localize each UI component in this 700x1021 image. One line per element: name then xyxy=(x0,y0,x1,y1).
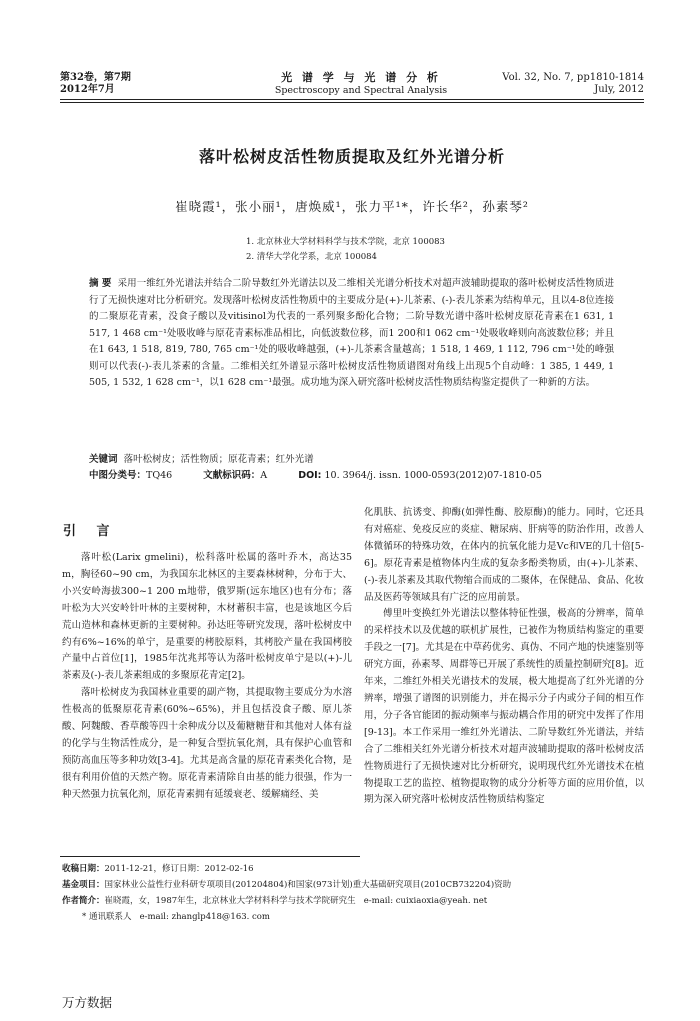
paragraph: 落叶松树皮为我国林业重要的副产物，其提取物主要成分为水溶性极高的低聚原花青素(60%~65%)，并且包括没食子酸、原儿茶酸、阿魏酸、香草酸等四十余种成分以及葡糖糖苷和其他对人体有益的化学与生物活性成分，是一种复合型抗氧化剂，具有保护心血管和预防高血压等多种功效[3-4]。尤其是高含量的原花青素类化合物，是很有利用价值的天然产物。原花青素清除自由基的能力很强，作为一种天然强力抗氧化剂，原花青素拥有延缓衰老、缓解痛经、美 xyxy=(62,687,352,800)
journal-name-en: Spectroscopy and Spectral Analysis xyxy=(274,85,448,96)
received-dates: 2011-12-21，修订日期：2012-02-16 xyxy=(104,864,254,874)
journal-name-cn: 光 谱 学 与 光 谱 分 析 xyxy=(281,71,441,84)
doi-label: DOI: xyxy=(298,470,322,481)
clc-value: TQ46 xyxy=(146,470,173,481)
doc-code-label: 文献标识码： xyxy=(203,470,261,481)
header-rule-thin xyxy=(60,102,644,103)
volume-info xyxy=(60,72,131,96)
section-heading-introduction: 引 言 xyxy=(63,524,118,539)
journal-name xyxy=(236,71,486,97)
author-bio-label: 作者简介： xyxy=(62,896,105,906)
author-bio: 崔晓霞，女，1987年生，北京林业大学材料科学与技术学院研究生 xyxy=(104,896,356,906)
database-watermark: 万方数据 xyxy=(62,995,113,1010)
corresponding-author: * 通讯联系人 xyxy=(82,912,132,922)
abstract xyxy=(89,276,614,392)
keywords-text: 落叶松树皮；活性物质；原花青素；红外光谱 xyxy=(123,454,314,465)
abstract-label: 摘 要 xyxy=(89,278,112,289)
author-list: 崔晓霞¹，张小丽¹，唐焕威¹，张力平¹*，许长华²，孙素琴² xyxy=(175,199,529,214)
fund-label: 基金项目： xyxy=(62,880,105,890)
paper-title: 落叶松树皮活性物质提取及红外光谱分析 xyxy=(198,147,505,166)
keywords-block xyxy=(89,452,614,484)
doc-code-value: A xyxy=(260,470,268,481)
fund-text: 国家林业公益性行业科研专项项目(201204804)和国家(973计划)重大基础研究项目(2010CB732204)资助 xyxy=(104,880,512,890)
footnote-rule xyxy=(60,856,360,857)
footnotes xyxy=(62,861,644,925)
paragraph: 落叶松(Larix gmelini)，松科落叶松属的落叶乔木，高达35 m，胸径60~90 cm，为我国东北林区的主要森林树种，分布于大、小兴安岭海拔300~1 200 m地带，俄罗斯(远东地区)也有分布；落叶松为大兴安岭针叶林的主要树种，木材蓄积丰富，也是该地区今后荒山造林和森林更新的主要树种。孙达旺等研究发现，落叶松树皮中约有6%~16%的单宁，是重要的栲胶原料，其栲胶产量在我国栲胶产量中占首位[1]，1985年沈兆邦等认为落叶松树皮单宁是以(+)-儿茶素及(-)-表儿茶素组成的多聚原花青定[2]。 xyxy=(62,552,352,682)
left-column xyxy=(62,550,352,804)
volume-issue: 第32卷，第7期 xyxy=(60,72,131,83)
clc-label: 中图分类号： xyxy=(89,470,147,481)
received-label: 收稿日期： xyxy=(62,864,105,874)
citation-info xyxy=(502,72,644,96)
author-email: e-mail: cuixiaoxia@yeah. net xyxy=(363,896,488,906)
affiliation-2: 2. 清华大学化学系，北京 100084 xyxy=(246,252,377,262)
affiliation-1: 1. 北京林业大学材料科学与技术学院，北京 100083 xyxy=(246,237,445,247)
keywords-label: 关键词 xyxy=(89,454,118,465)
right-column xyxy=(364,505,644,809)
abstract-text: 采用一维红外光谱法并结合二阶导数红外光谱法以及二维相关光谱分析技术对超声波辅助提取的落叶松树皮活性物质进行了无损快速对比分析研究。发现落叶松树皮活性物质中的主要成分是(+)-儿茶素、(-)-表儿茶素为结构单元，且以4-8位连接的二聚原花青素，没食子酸以及vitisinol为代表的一系列聚多酚化合物；二阶导数光谱中落叶松树皮原花青素在1 631, 1 517, 1 468 cm⁻¹处吸收峰与原花青素标准品相比，向低波数位移，而1 200和1 062 cm⁻¹处吸收峰则向高波数位移；并且在1 643, 1 518, 819, 780, 765 cm⁻¹处的吸收峰越强，(+)-儿茶素含量越高；1 518, 1 469, 1 112, 796 cm⁻¹处的峰强则可以代表(-)-表儿茶素的含量。二维相关红外谱显示落叶松树皮活性物质谱图对角线上出现5个自动峰：1 385, 1 449, 1 505, 1 532, 1 628 cm⁻¹，以1 628 cm⁻¹最强。成功地为深入研究落叶松树皮活性物质结构鉴定提供了一种新的方法。 xyxy=(89,278,614,388)
corresponding-email: e-mail: zhanglp418@163. com xyxy=(139,912,270,922)
vol-pages: Vol. 32, No. 7, pp1810-1814 xyxy=(502,72,644,83)
paragraph: 傅里叶变换红外光谱法以整体特征性强，极高的分辨率，简单的采样技术以及优越的联机扩展性，已被作为物质结构鉴定的重要手段之一[7]。尤其是在中草药优劣、真伪、不同产地的快速鉴别等研究方面，孙素琴、周群等已开展了系统性的质量控制研究[8]。近年来，二维红外相关光谱技术的发展，极大地提高了红外光谱的分辨率，增强了谱图的识别能力，并在揭示分子内或分子间的相互作用，分子各官能团的振动频率与振动耦合作用的研究中发挥了作用[9-13]。本工作采用一维红外光谱法、二阶导数红外光谱法，并结合了二维相关红外光谱分析技术对超声波辅助提取的落叶松树皮活性物质进行了无损快速对比分析研究，说明现代红外光谱技术在植物提取工艺的监控、植物提取物的成分分析等方面的应用价值，以期为深入研究落叶松树皮活性物质结构鉴定 xyxy=(364,608,644,806)
affiliations xyxy=(246,235,445,265)
header-rule xyxy=(60,99,644,100)
paragraph: 化肌肤、抗诱变、抑酶(如弹性酶、胶原酶)的能力。同时，它还具有对癌症、免疫反应的炎症、糖尿病、肝病等的防治作用，改善人体微循环的特殊功效，在体内的抗氧化能力是Vc和VE的几十倍[5-6]。原花青素是植物体内生成的复杂多酚类物质，由(+)-儿茶素、(-)-表儿茶素及其取代物缩合而成的二聚体，在保健品、食品、化妆品及医药等领域具有广泛的应用前景。 xyxy=(364,507,644,603)
year-month: 2012年7月 xyxy=(60,84,115,95)
doi-value: 10. 3964/j. issn. 1000-0593(2012)07-1810-05 xyxy=(324,470,542,481)
publication-date: July, 2012 xyxy=(594,84,644,95)
